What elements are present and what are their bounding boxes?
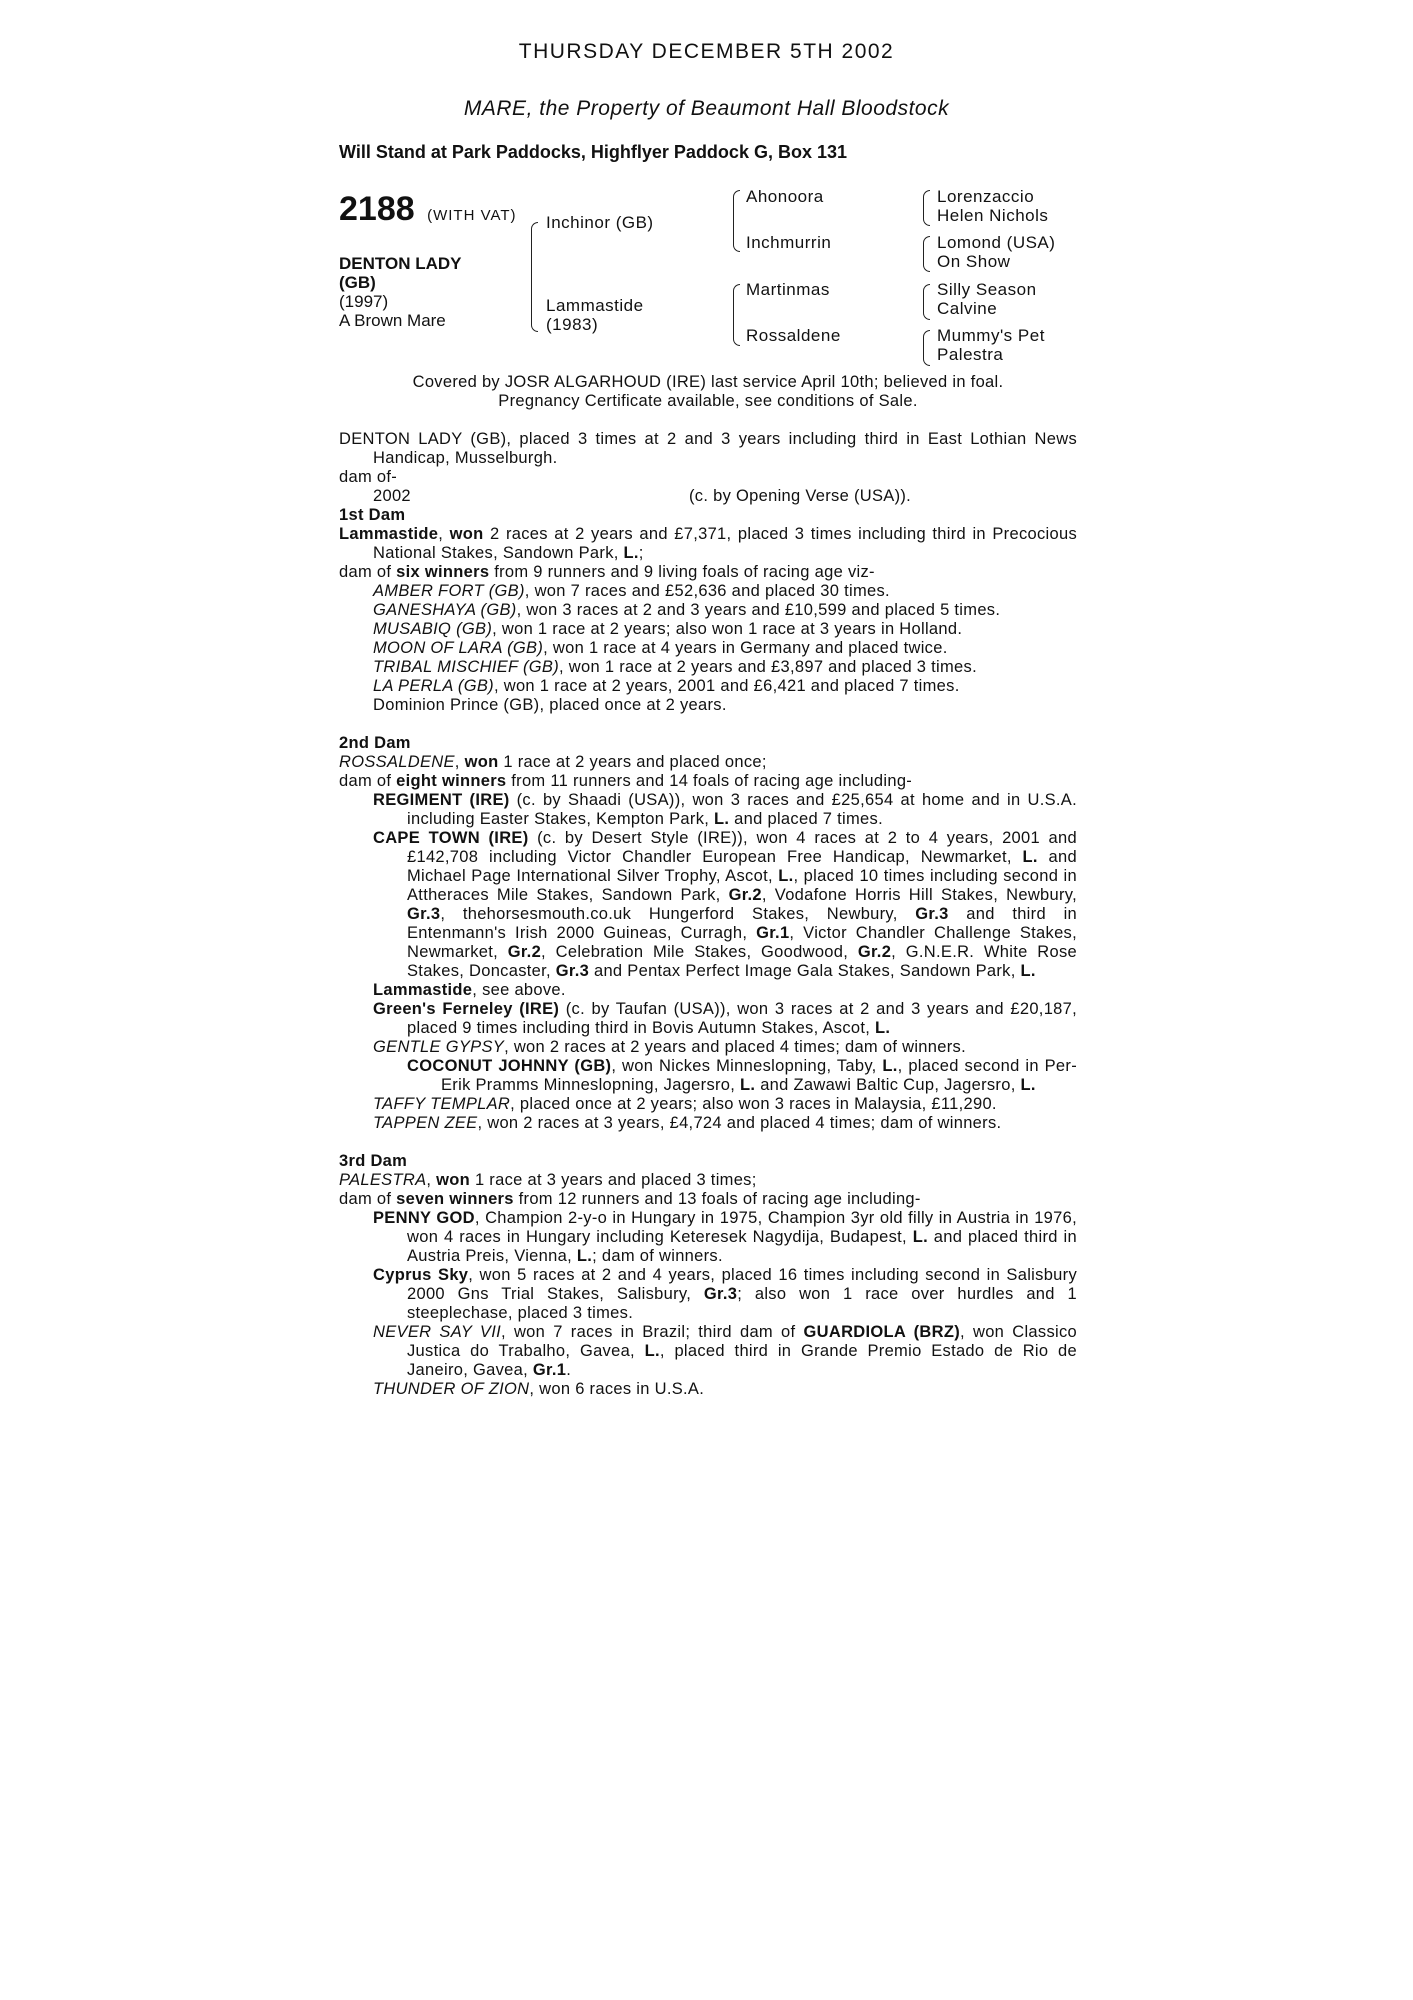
foal-name: LA PERLA (GB)	[373, 677, 494, 695]
pedigree-sire-sire: Ahonoora	[746, 187, 824, 206]
group-mark: Gr.2	[857, 943, 892, 961]
produce-penny-god	[339, 1209, 1077, 1266]
text: , won 6 races in U.S.A.	[529, 1380, 705, 1398]
first-dam-foal	[339, 639, 1077, 658]
group-mark: Gr.2	[728, 886, 762, 904]
text: and third in Entenmann's Irish 2000 Guineas, Curragh,	[407, 905, 1078, 942]
second-dam-heading: 2nd Dam	[339, 734, 411, 752]
first-dam-heading: 1st Dam	[339, 506, 406, 524]
certificate-line: Pregnancy Certificate available, see conditions of Sale.	[498, 392, 918, 410]
text: , won 7 races in Brazil; third dam of	[501, 1323, 804, 1341]
foal-name: TRIBAL MISCHIEF (GB)	[373, 658, 560, 676]
listed-mark: L.	[1020, 962, 1036, 980]
winners-count: eight winners	[396, 772, 507, 790]
produce-record	[339, 430, 1077, 1399]
dam-text: 2 races at 2 years and £7,371, placed 3 times including third in Precocious National Stakes, Sandown Park,	[373, 525, 1077, 562]
text: , Celebration Mile Stakes, Goodwood,	[541, 943, 858, 961]
dam-name: Lammastide	[339, 525, 439, 543]
text: (c. by Taufan (USA)), won 3 races at 2 and 3 years and £20,187, placed 9 times including third in Bovis Autumn Stakes, Ascot,	[407, 1000, 1078, 1037]
text: from 9 runners and 9 living foals of racing age viz-	[489, 563, 875, 581]
produce-coconut-johnny	[339, 1057, 1077, 1095]
sale-date: THURSDAY DECEMBER 5TH 2002	[518, 40, 895, 63]
produce-regiment	[339, 791, 1077, 829]
produce-lammastide	[339, 981, 1077, 1000]
pedigree-dds: Mummy's Pet	[937, 326, 1045, 345]
listed-mark: L.	[714, 810, 730, 828]
foal-entry	[339, 487, 1077, 506]
text: , placed third in Grande Premio Estado de Rio de Janeiro, Gavea,	[407, 1342, 1077, 1379]
listed-mark: L.	[1022, 848, 1038, 866]
listed-mark: L.	[740, 1076, 756, 1094]
foal-name: GANESHAYA (GB)	[373, 601, 517, 619]
winners-count: seven winners	[396, 1190, 514, 1208]
horse-name: DENTON LADY	[339, 254, 462, 273]
group-mark: Gr.3	[703, 1285, 738, 1303]
won-label: won	[464, 753, 499, 771]
text: , placed second in Per-Erik Pramms Minneslopning, Jagersro,	[441, 1057, 1077, 1094]
listed-mark: L.	[778, 867, 794, 885]
text: , Victor Chandler Challenge Stakes, Newmarket,	[407, 924, 1077, 961]
dam-of-label: dam of-	[339, 468, 398, 486]
third-dam-produce-summary	[339, 1190, 1077, 1209]
group-mark: Gr.3	[915, 905, 949, 923]
text: dam of	[339, 1190, 397, 1208]
listed-mark: L.	[882, 1057, 898, 1075]
second-dam-produce-summary	[339, 772, 1077, 791]
pedigree-brace	[733, 284, 740, 346]
foal-name: AMBER FORT (GB)	[373, 582, 525, 600]
foal-text: , won 1 race at 4 years in Germany and placed twice.	[543, 639, 948, 657]
produce-name: Green's Ferneley (IRE)	[373, 1000, 560, 1018]
produce-never-say-vii	[339, 1323, 1077, 1380]
produce-name: TAPPEN ZEE	[373, 1114, 478, 1132]
text: , thehorsesmouth.co.uk Hungerford Stakes, Newbury,	[440, 905, 916, 923]
listed-mark: L.	[644, 1342, 660, 1360]
first-dam-foal	[339, 582, 1077, 601]
mare-record: DENTON LADY (GB), placed 3 times at 2 and 3 years including third in East Lothian News Handicap, Musselburgh.	[339, 430, 1077, 467]
text: and Pentax Perfect Image Gala Stakes, Sandown Park,	[589, 962, 1021, 980]
consignor-line: MARE, the Property of Beaumont Hall Bloodstock	[463, 97, 950, 120]
horse-year: (1997)	[339, 292, 389, 311]
winners-count: six winners	[396, 563, 490, 581]
group-mark: Gr.2	[507, 943, 542, 961]
text: (c. by Shaadi (USA)), won 3 races and £25,654 at home and in U.S.A. including Easter Stakes, Kempton Park,	[407, 791, 1077, 828]
produce-name: Lammastide	[373, 981, 473, 999]
third-dam-record: PALESTRA, won 1 race at 3 years and placed 3 times;	[339, 1171, 757, 1189]
pedigree-brace	[733, 190, 740, 252]
text: , placed 10 times including second in Attheraces Mile Stakes, Sandown Park,	[407, 867, 1077, 904]
produce-name: REGIMENT (IRE)	[373, 791, 510, 809]
text: , G.N.E.R. White Rose Stakes, Doncaster,	[407, 943, 1077, 980]
first-dam-foal	[339, 677, 1077, 696]
text: , Champion 2-y-o in Hungary in 1975, Champion 3yr old filly in Austria in 1976, won 4 races in Hungary including Keteresek Nagydija, Budapest,	[407, 1209, 1077, 1246]
pedigree-dam-sire: Martinmas	[746, 280, 830, 299]
horse-description: A Brown Mare	[339, 311, 446, 330]
horse-country: (GB)	[339, 273, 376, 292]
text: , won 5 races at 2 and 4 years, placed 16 times including second in Salisbury 2000 Gns Trial Stakes, Salisbury,	[407, 1266, 1077, 1303]
produce-taffy-templar	[339, 1095, 1077, 1114]
first-dam-last-foal: Dominion Prince (GB), placed once at 2 years.	[373, 696, 727, 714]
produce-name: TAFFY TEMPLAR	[373, 1095, 511, 1113]
pedigree-brace	[923, 236, 930, 272]
produce-name: GENTLE GYPSY	[373, 1038, 505, 1056]
pedigree-sire-dam: Inchmurrin	[746, 233, 832, 252]
text: from 12 runners and 13 foals of racing age including-	[513, 1190, 921, 1208]
text: , won Classico Justica do Trabalho, Gavea,	[407, 1323, 1077, 1360]
first-dam-produce-summary	[339, 563, 1077, 582]
first-dam-record: Lammastide, won 2 races at 2 years and £7,371, placed 3 times including third in Precocious National Stakes, Sandown Park, L.;	[339, 525, 1077, 562]
produce-name: NEVER SAY VII	[373, 1323, 501, 1341]
listed-mark: L.	[1020, 1076, 1036, 1094]
first-dam-foal	[339, 601, 1077, 620]
punct: ;	[638, 544, 644, 562]
text: , placed once at 2 years; also won 3 races in Malaysia, £11,290.	[510, 1095, 997, 1113]
foal-text: , won 7 races and £52,636 and placed 30 times.	[524, 582, 890, 600]
foal-text: , won 1 race at 2 years and £3,897 and placed 3 times.	[559, 658, 977, 676]
dam-text: 1 race at 3 years and placed 3 times;	[470, 1171, 757, 1189]
first-dam-foal	[339, 620, 1077, 639]
produce-thunder-of-zion	[339, 1380, 1077, 1399]
produce-name: COCONUT JOHNNY (GB)	[407, 1057, 612, 1075]
foal-text: , won 1 race at 2 years, 2001 and £6,421 and placed 7 times.	[493, 677, 960, 695]
foal-description: (c. by Opening Verse (USA)).	[689, 487, 912, 505]
foal-year: 2002	[373, 487, 411, 505]
dam-text: 1 race at 2 years and placed once;	[498, 753, 767, 771]
lot-heading	[339, 190, 517, 229]
text: (c. by Desert Style (IRE)), won 4 races at 2 to 4 years, 2001 and £142,708 including Victor Chandler European Free Handicap, Newmarket,	[407, 829, 1077, 866]
pedigree-dam: Lammastide	[546, 296, 644, 315]
lot-number: 2188	[339, 190, 415, 228]
third-dam-heading: 3rd Dam	[339, 1152, 408, 1170]
vat-note: (WITH VAT)	[427, 207, 517, 224]
covering-line: Covered by JOSR ALGARHOUD (IRE) last service April 10th; believed in foal.	[412, 373, 1004, 391]
pedigree-brace	[923, 330, 930, 366]
pedigree-brace	[923, 190, 930, 226]
text: ; dam of winners.	[592, 1247, 723, 1265]
pedigree-dam-year: (1983)	[546, 315, 599, 334]
group-mark: Gr.1	[756, 924, 790, 942]
text: , won 2 races at 3 years, £4,724 and placed 4 times; dam of winners.	[477, 1114, 1002, 1132]
text: , won 2 races at 2 years and placed 4 times; dam of winners.	[504, 1038, 966, 1056]
text: , Vodafone Horris Hill Stakes, Newbury,	[761, 886, 1077, 904]
text: from 11 runners and 14 foals of racing age including-	[506, 772, 913, 790]
produce-tappen-zee	[339, 1114, 1077, 1133]
text: dam of	[339, 563, 397, 581]
group-mark: Gr.3	[407, 905, 441, 923]
text: and placed 7 times.	[729, 810, 883, 828]
first-dam-foal-list	[339, 582, 1077, 696]
produce-name: THUNDER OF ZION	[373, 1380, 530, 1398]
foal-name: MUSABIQ (GB)	[373, 620, 493, 638]
produce-name: CAPE TOWN (IRE)	[373, 829, 529, 847]
pedigree-dss: Silly Season	[937, 280, 1037, 299]
dam-name: PALESTRA	[339, 1171, 427, 1189]
group-mark: Gr.1	[532, 1361, 567, 1379]
won-label: won	[449, 525, 484, 543]
text: , see above.	[472, 981, 566, 999]
horse-identity	[339, 254, 461, 330]
pedigree-brace	[923, 284, 930, 320]
pedigree-dam-dam: Rossaldene	[746, 326, 841, 345]
produce-gentle-gypsy	[339, 1038, 1077, 1057]
pedigree-sire: Inchinor (GB)	[546, 213, 654, 232]
descendant-name: GUARDIOLA (BRZ)	[803, 1323, 961, 1341]
text: and Zawawi Baltic Cup, Jagersro,	[755, 1076, 1021, 1094]
text: dam of	[339, 772, 397, 790]
text: ; also won 1 race over hurdles and 1 steeplechase, placed 3 times.	[407, 1285, 1077, 1322]
second-dam-record: ROSSALDENE, won 1 race at 2 years and placed once;	[339, 753, 767, 771]
produce-greens-ferneley	[339, 1000, 1077, 1038]
text: and Michael Page International Silver Trophy, Ascot,	[407, 848, 1077, 885]
text: .	[566, 1361, 572, 1379]
pedigree-sss: Lorenzaccio	[937, 187, 1035, 206]
listed-mark: L.	[875, 1019, 891, 1037]
pedigree-ddd: Palestra	[937, 345, 1004, 364]
pedigree-ssd: Helen Nichols	[937, 206, 1049, 225]
text: , won Nickes Minneslopning, Taby,	[611, 1057, 883, 1075]
covering-note	[339, 373, 1077, 411]
produce-cyprus-sky	[339, 1266, 1077, 1323]
listed-mark: L.	[912, 1228, 928, 1246]
pedigree-sds: Lomond (USA)	[937, 233, 1056, 252]
won-label: won	[436, 1171, 471, 1189]
produce-name: Cyprus Sky	[373, 1266, 469, 1284]
pedigree-brace	[531, 222, 538, 332]
produce-name: PENNY GOD	[373, 1209, 475, 1227]
first-dam-foal	[339, 658, 1077, 677]
foal-name: MOON OF LARA (GB)	[373, 639, 544, 657]
listed-mark: L.	[623, 544, 639, 562]
text: and placed third in Austria Preis, Vienna,	[407, 1228, 1077, 1265]
dam-name: ROSSALDENE	[339, 753, 455, 771]
foal-text: , won 3 races at 2 and 3 years and £10,599 and placed 5 times.	[516, 601, 1001, 619]
foal-text: , won 1 race at 2 years; also won 1 race at 3 years in Holland.	[492, 620, 963, 638]
pedigree-dsd: Calvine	[937, 299, 998, 318]
produce-cape-town	[339, 829, 1077, 981]
listed-mark: L.	[576, 1247, 593, 1265]
pedigree-sdd: On Show	[937, 252, 1011, 271]
stand-location: Will Stand at Park Paddocks, Highflyer Paddock G, Box 131	[339, 142, 847, 162]
group-mark: Gr.3	[555, 962, 590, 980]
